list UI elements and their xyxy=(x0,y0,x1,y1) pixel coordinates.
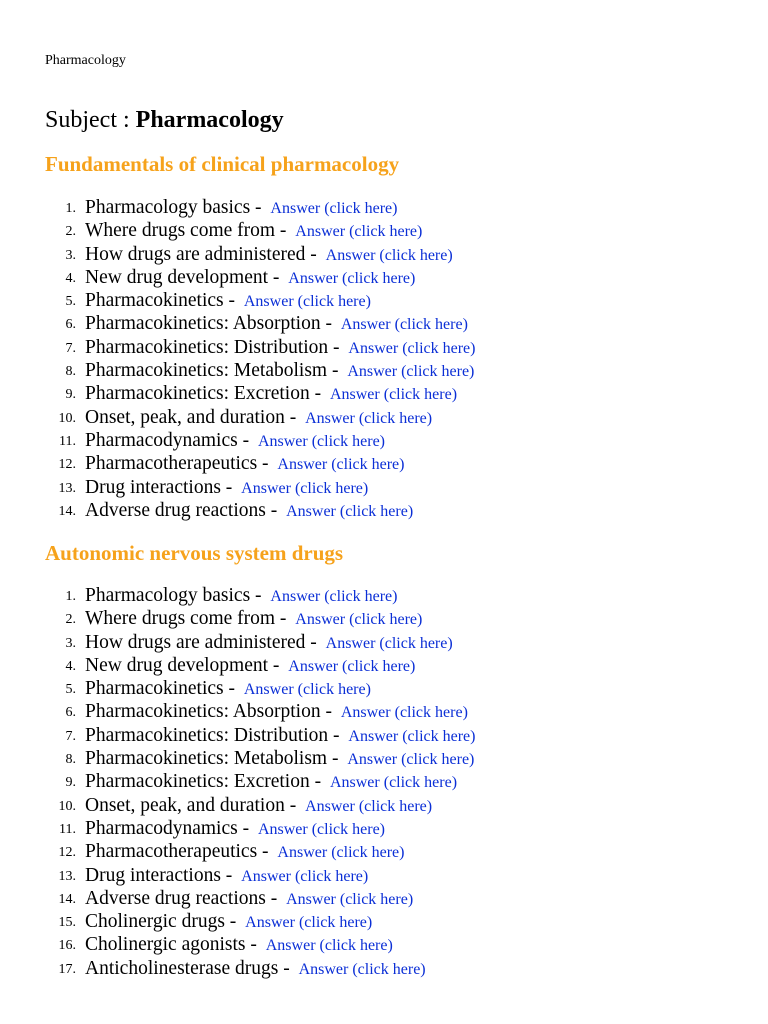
answer-link[interactable]: Answer (click here) xyxy=(305,797,433,815)
answer-link[interactable]: Answer (click here) xyxy=(277,456,405,474)
topic-label: Pharmacodynamics - xyxy=(85,429,254,451)
list-item-number: 15. xyxy=(58,915,76,931)
list-item-number: 14. xyxy=(58,503,76,519)
topic-label: Where drugs come from - xyxy=(85,220,292,242)
topic-label: Pharmacotherapeutics - xyxy=(85,453,274,475)
answer-link[interactable]: Answer (click here) xyxy=(325,246,453,264)
answer-link[interactable]: Answer (click here) xyxy=(329,774,458,792)
list-item-number: 12. xyxy=(58,457,76,473)
topic-label: New drug development - xyxy=(85,266,285,288)
topic-label: Adverse drug reactions - xyxy=(85,499,283,521)
answer-link[interactable]: Answer (click here) xyxy=(288,657,416,675)
list-item-text xyxy=(85,336,475,360)
answer-link[interactable]: Answer (click here) xyxy=(257,432,385,450)
topic-label: Pharmacodynamics - xyxy=(85,817,254,839)
answer-link[interactable]: Answer (click here) xyxy=(286,890,414,908)
list-item-number: 10. xyxy=(58,798,76,814)
list-item-text xyxy=(85,724,475,748)
list-item-number: 17. xyxy=(58,961,76,977)
list-item-number: 4. xyxy=(65,270,76,286)
answer-link[interactable]: Answer (click here) xyxy=(288,269,416,287)
list-item-number: 3. xyxy=(65,247,76,263)
list-item-text xyxy=(85,607,422,631)
topic-label: Adverse drug reactions - xyxy=(85,887,283,909)
list-item-text xyxy=(85,219,422,243)
list-item-number: 8. xyxy=(65,752,76,768)
list-item-number: 13. xyxy=(58,480,76,496)
list-item-text xyxy=(85,406,432,430)
list-item-number: 11. xyxy=(59,433,76,449)
topic-label: Pharmacology basics - xyxy=(85,585,267,606)
answer-link[interactable]: Answer (click here) xyxy=(277,844,405,862)
running-header: Pharmacology xyxy=(45,53,126,68)
answer-link[interactable]: Answer (click here) xyxy=(257,820,385,838)
list-item-text xyxy=(85,957,426,981)
list-item-number: 3. xyxy=(65,635,76,651)
list-item-number: 1. xyxy=(65,201,76,216)
answer-link[interactable]: Answer (click here) xyxy=(295,223,423,241)
list-item-text xyxy=(85,289,371,313)
answer-link[interactable]: Answer (click here) xyxy=(329,386,458,404)
answer-link[interactable]: Answer (click here) xyxy=(305,409,433,427)
topic-label: Pharmacokinetics: Excretion - xyxy=(85,383,326,405)
list-item-number: 5. xyxy=(65,294,76,310)
list-item-text xyxy=(85,196,397,220)
answer-link[interactable]: Answer (click here) xyxy=(286,502,414,520)
answer-link[interactable]: Answer (click here) xyxy=(347,751,475,769)
list-item-text xyxy=(85,864,368,888)
topic-label: Cholinergic agonists - xyxy=(85,934,262,956)
list-item-number: 8. xyxy=(65,364,76,380)
list-item-text xyxy=(85,910,372,934)
topic-label: Pharmacokinetics - xyxy=(85,678,240,700)
list-item-number: 1. xyxy=(65,589,76,604)
answer-link[interactable]: Answer (click here) xyxy=(325,634,453,652)
section-heading-autonomic: Autonomic nervous system drugs xyxy=(45,541,344,565)
list-item-number: 6. xyxy=(65,705,76,721)
list-item-text xyxy=(85,700,468,724)
topic-label: Pharmacokinetics: Distribution - xyxy=(85,724,345,746)
list-item-text xyxy=(85,382,457,406)
list-item-text xyxy=(85,677,371,701)
answer-link[interactable]: Answer (click here) xyxy=(298,960,426,978)
answer-link[interactable]: Answer (click here) xyxy=(348,727,476,745)
list-item-text xyxy=(85,476,368,500)
list-item-number: 16. xyxy=(58,938,76,954)
list-item-number: 10. xyxy=(58,410,76,426)
answer-link[interactable]: Answer (click here) xyxy=(245,914,373,932)
answer-link[interactable]: Answer (click here) xyxy=(243,681,371,699)
list-item-text xyxy=(85,584,397,608)
answer-link[interactable]: Answer (click here) xyxy=(340,316,468,334)
answer-link[interactable]: Answer (click here) xyxy=(295,611,423,629)
topic-label: Pharmacokinetics: Metabolism - xyxy=(85,360,344,382)
topic-label: Onset, peak, and duration - xyxy=(85,406,302,428)
topic-label: Pharmacotherapeutics - xyxy=(85,841,274,863)
list-item-number: 14. xyxy=(58,891,76,907)
list-item-number: 9. xyxy=(65,387,76,403)
topic-label: How drugs are administered - xyxy=(85,631,322,653)
answer-link[interactable]: Answer (click here) xyxy=(340,704,468,722)
list-item-text xyxy=(85,452,404,476)
list-item-text xyxy=(85,794,432,818)
topic-label: Drug interactions - xyxy=(85,864,238,886)
list-item-number: 4. xyxy=(65,658,76,674)
list-item-text xyxy=(85,631,453,655)
list-item-number: 12. xyxy=(58,845,76,861)
list-item-number: 11. xyxy=(59,821,76,837)
topic-label: Where drugs come from - xyxy=(85,608,292,630)
list-item-text xyxy=(85,499,413,523)
topic-label: Pharmacokinetics: Absorption - xyxy=(85,701,337,723)
topic-label: Cholinergic drugs - xyxy=(85,911,242,933)
list-item-number: 9. xyxy=(65,775,76,791)
list-item-text xyxy=(85,840,404,864)
list-item-text xyxy=(85,887,413,911)
topic-label: Pharmacokinetics: Distribution - xyxy=(85,336,345,358)
answer-link[interactable]: Answer (click here) xyxy=(241,867,369,885)
answer-link[interactable]: Answer (click here) xyxy=(265,937,393,955)
topic-label: How drugs are administered - xyxy=(85,243,322,265)
subject-value: Pharmacology xyxy=(135,107,284,133)
list-item-text xyxy=(85,429,385,453)
topic-label: Onset, peak, and duration - xyxy=(85,794,302,816)
list-item-number: 2. xyxy=(65,224,76,240)
list-item-text xyxy=(85,312,468,336)
topic-label: Pharmacokinetics: Metabolism - xyxy=(85,748,344,770)
list-item-number: 5. xyxy=(65,682,76,698)
section-heading-fundamentals: Fundamentals of clinical pharmacology xyxy=(45,152,400,176)
list-item-number: 2. xyxy=(65,612,76,628)
topic-label: Pharmacokinetics: Absorption - xyxy=(85,313,337,335)
answer-link[interactable]: Answer (click here) xyxy=(270,200,398,217)
list-item-text xyxy=(85,266,415,290)
list-item-text xyxy=(85,243,453,267)
answer-link[interactable]: Answer (click here) xyxy=(347,363,475,381)
list-item-number: 13. xyxy=(58,868,76,884)
list-item-text xyxy=(85,654,415,678)
answer-link[interactable]: Answer (click here) xyxy=(243,293,371,311)
subject-label: Subject : xyxy=(45,107,136,133)
list-item-text xyxy=(85,817,385,841)
answer-link[interactable]: Answer (click here) xyxy=(241,479,369,497)
list-item-number: 6. xyxy=(65,317,76,333)
list-item-number: 7. xyxy=(65,340,76,356)
answer-link[interactable]: Answer (click here) xyxy=(348,339,476,357)
topic-label: Pharmacology basics - xyxy=(85,197,267,218)
list-item-text xyxy=(85,933,393,957)
answer-link[interactable]: Answer (click here) xyxy=(270,588,398,605)
topic-label: Drug interactions - xyxy=(85,476,238,498)
topic-label: Anticholinesterase drugs - xyxy=(85,957,295,979)
list-item-text xyxy=(85,770,457,794)
topic-label: Pharmacokinetics - xyxy=(85,290,240,312)
list-item-number: 7. xyxy=(65,728,76,744)
list-item-text xyxy=(85,747,474,771)
topic-label: New drug development - xyxy=(85,654,285,676)
list-item-text xyxy=(85,359,474,383)
page-title xyxy=(45,105,284,135)
topic-label: Pharmacokinetics: Excretion - xyxy=(85,771,326,793)
